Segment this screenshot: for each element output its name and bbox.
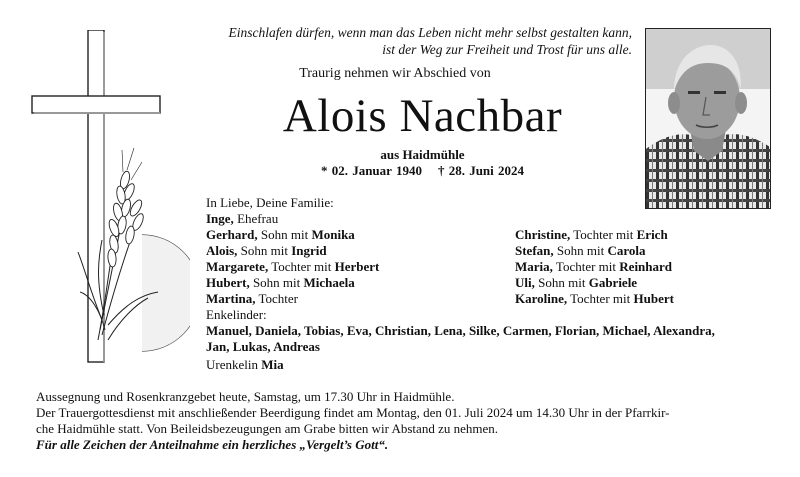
- footer-thanks: Für alle Zeichen der Anteilnahme ein herzliches „Vergelt’s Gott“.: [36, 437, 389, 452]
- grandchildren-names-1: Manuel, Daniela, Tobias, Eva, Christian, Lena, Silke, Carmen, Florian, Michael, Alexandra,: [206, 323, 715, 338]
- grandchildren-block: [206, 307, 766, 373]
- portrait-photo: [645, 28, 771, 209]
- family-member: Hubert, Sohn mit Michaela: [206, 275, 355, 290]
- family-member: Margarete, Tochter mit Herbert: [206, 259, 380, 274]
- grandchildren-names-2: Jan, Lukas, Andreas: [206, 339, 320, 354]
- deceased-name: Alois Nachbar: [282, 90, 563, 142]
- family-member: Karoline, Tochter mit Hubert: [515, 291, 674, 306]
- great-grandchild: [206, 357, 766, 373]
- great-grandchild-name: Mia: [261, 357, 284, 372]
- life-dates: [250, 163, 595, 179]
- great-grandchild-label: Urenkelin: [206, 357, 262, 372]
- quote: [112, 24, 632, 58]
- death-date: † 28. Juni 2024: [437, 163, 525, 178]
- footer-line-3: che Haidmühle statt. Von Beileidsbezeugungen am Grabe bitten wir Abstand zu nehmen.: [36, 421, 498, 436]
- family-column-left: [206, 211, 379, 307]
- service-information: [36, 389, 776, 453]
- family-member: Gerhard, Sohn mit Monika: [206, 227, 355, 242]
- birth-date: * 02. Januar 1940: [320, 163, 422, 178]
- footer-line-2: Der Trauergottesdienst mit anschließender Beerdigung findet am Montag, den 01. Juli 2024 um 14.30 Uhr in der Pfarrkir-: [36, 405, 670, 420]
- footer-line-1: Aussegnung und Rosenkranzgebet heute, Samstag, um 17.30 Uhr in Haidmühle.: [36, 389, 455, 404]
- family-heading: In Liebe, Deine Familie:: [206, 195, 334, 210]
- family-member: Inge, Ehefrau: [206, 211, 279, 226]
- family-member: Martina, Tochter: [206, 291, 298, 306]
- deceased-origin: aus Haidmühle: [380, 147, 465, 162]
- quote-line-1: Einschlafen dürfen, wenn man das Leben nicht mehr selbst gestalten kann,: [228, 25, 632, 40]
- quote-line-2: ist der Weg zur Freiheit und Trost für uns alle.: [382, 42, 632, 57]
- family-member: Maria, Tochter mit Reinhard: [515, 259, 673, 274]
- family-member: Stefan, Sohn mit Carola: [515, 243, 646, 258]
- family-member: Alois, Sohn mit Ingrid: [206, 243, 327, 258]
- family-member: Uli, Sohn mit Gabriele: [515, 275, 638, 290]
- grandchildren-label: Enkelinder:: [206, 307, 267, 322]
- family-member: Christine, Tochter mit Erich: [515, 227, 668, 242]
- intro-text: Traurig nehmen wir Abschied von: [299, 66, 491, 81]
- family-column-right: [515, 227, 674, 307]
